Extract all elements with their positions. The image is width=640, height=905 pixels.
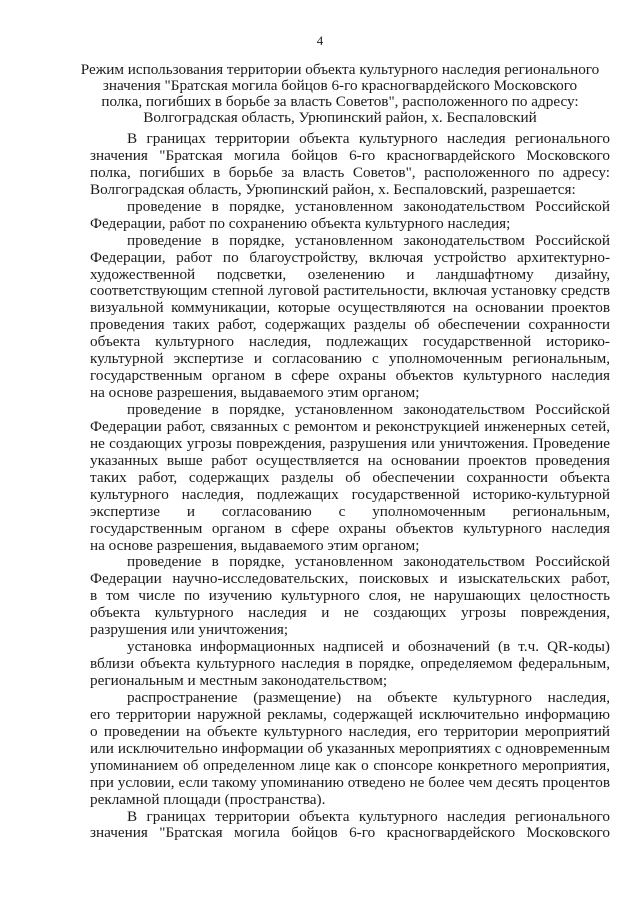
page-number: 4 [316,33,324,48]
body-line: объекта культурного наследия и не создающих угрозы повреждения, [90,604,610,622]
heading-line: Волгоградская область, Урюпинский район, х. Беспаловский [143,109,537,126]
body-line: установка информационных надписей и обозначений (в т.ч. QR-коды) [127,638,610,656]
body-line: о проведении на объекте культурного наследия, его территории мероприятий [90,722,610,740]
body-line: Волгоградская область, Урюпинский район, х. Беспаловский, разрешается: [90,180,576,198]
body-line: культурной экспертизе и согласованию с уполномоченным региональным, [90,350,610,368]
heading-line: Режим использования территории объекта культурного наследия регионального [80,61,600,78]
body-line: вблизи объекта культурного наследия в порядке, определяемом федеральным, [90,655,610,673]
body-line: проведения таких работ, содержащих разделы об обеспечении сохранности [90,316,610,334]
body-line: не создающих угрозы повреждения, разрушения или уничтожения. Проведение [90,434,610,452]
body-line: объекта культурного наследия, подлежащих государственной историко- [90,333,610,351]
body-line: экспертизе и согласованию с уполномоченным региональным, [90,502,610,520]
body-line: проведение в порядке, установленном законодательством Российской [127,553,610,571]
body-line: проведение в порядке, установленном законодательством Российской [127,231,610,249]
body-line: Федерации работ, связанных с ремонтом и реконструкцией инженерных сетей, [90,417,610,435]
heading-line: полка, погибших в борьбе за власть Советов", расположенного по адресу: [101,93,579,110]
body-line: разрушения или уничтожения; [90,621,289,639]
body-line: при условии, если такому упоминанию отведено не более чем десять процентов [90,773,610,791]
heading-line: значения "Братская могила бойцов 6-го красногвардейского Московского [102,77,578,94]
body-line: на основе разрешения, выдаваемого этим органом; [90,384,420,402]
body-line: соответствующим степной луговой растительности, включая установку средств [90,282,610,300]
body-line: региональным и местным законодательством; [90,672,388,689]
document-body [90,131,610,842]
body-line: Федерации, работ по сохранению объекта культурного наследия; [90,214,511,232]
body-line: проведение в порядке, установленном законодательством Российской [127,401,610,418]
body-line: проведение в порядке, установленном законодательством Российской [127,197,610,215]
body-line: полка, погибших в борьбе за власть Советов", расположенного по адресу: [90,163,610,181]
document-heading [70,62,610,126]
body-line: культурного наследия, подлежащих государственной историко-культурной [90,485,610,503]
body-line: Федерации научно-исследовательских, поисковых и изыскательских работ, [90,570,610,588]
body-line: распространение (размещение) на объекте культурного наследия, [127,688,610,706]
body-line: государственным органом в сфере охраны объектов культурного наследия [90,519,610,537]
body-line: Федерации, работ по благоустройству, включая устройство архитектурно- [90,248,610,266]
body-line: государственным органом в сфере охраны объектов культурного наследия [90,367,610,385]
body-line: его территории наружной рекламы, содержащей исключительно информацию [90,705,610,723]
body-line: на основе разрешения, выдаваемого этим органом; [90,536,420,554]
body-line: рекламной площади (пространства). [90,790,326,808]
body-line: указанных выше работ осуществляется на основании проектов проведения [90,451,610,469]
body-line: В границах территории объекта культурного наследия регионального [127,807,610,825]
body-line: таких работ, содержащих разделы об обеспечении сохранности объекта [90,468,610,486]
body-line: значения "Братская могила бойцов 6-го красногвардейского Московского [90,146,610,164]
body-line: упоминанием об определенном лице как о спонсоре конкретного мероприятия, [90,756,610,774]
body-line: или исключительно информации об указанных мероприятиях с одновременным [90,739,610,757]
body-line: значения "Братская могила бойцов 6-го красногвардейского Московского [90,824,610,842]
body-line: в том числе по изучению культурного слоя, не нарушающих целостность [90,587,610,605]
body-line: визуальной коммуникации, которые осуществляются на основании проектов [90,299,610,317]
body-line: В границах территории объекта культурного наследия регионального [127,130,610,147]
body-line: художественной подсветки, озеленению и ландшафтному дизайну, [90,265,610,283]
